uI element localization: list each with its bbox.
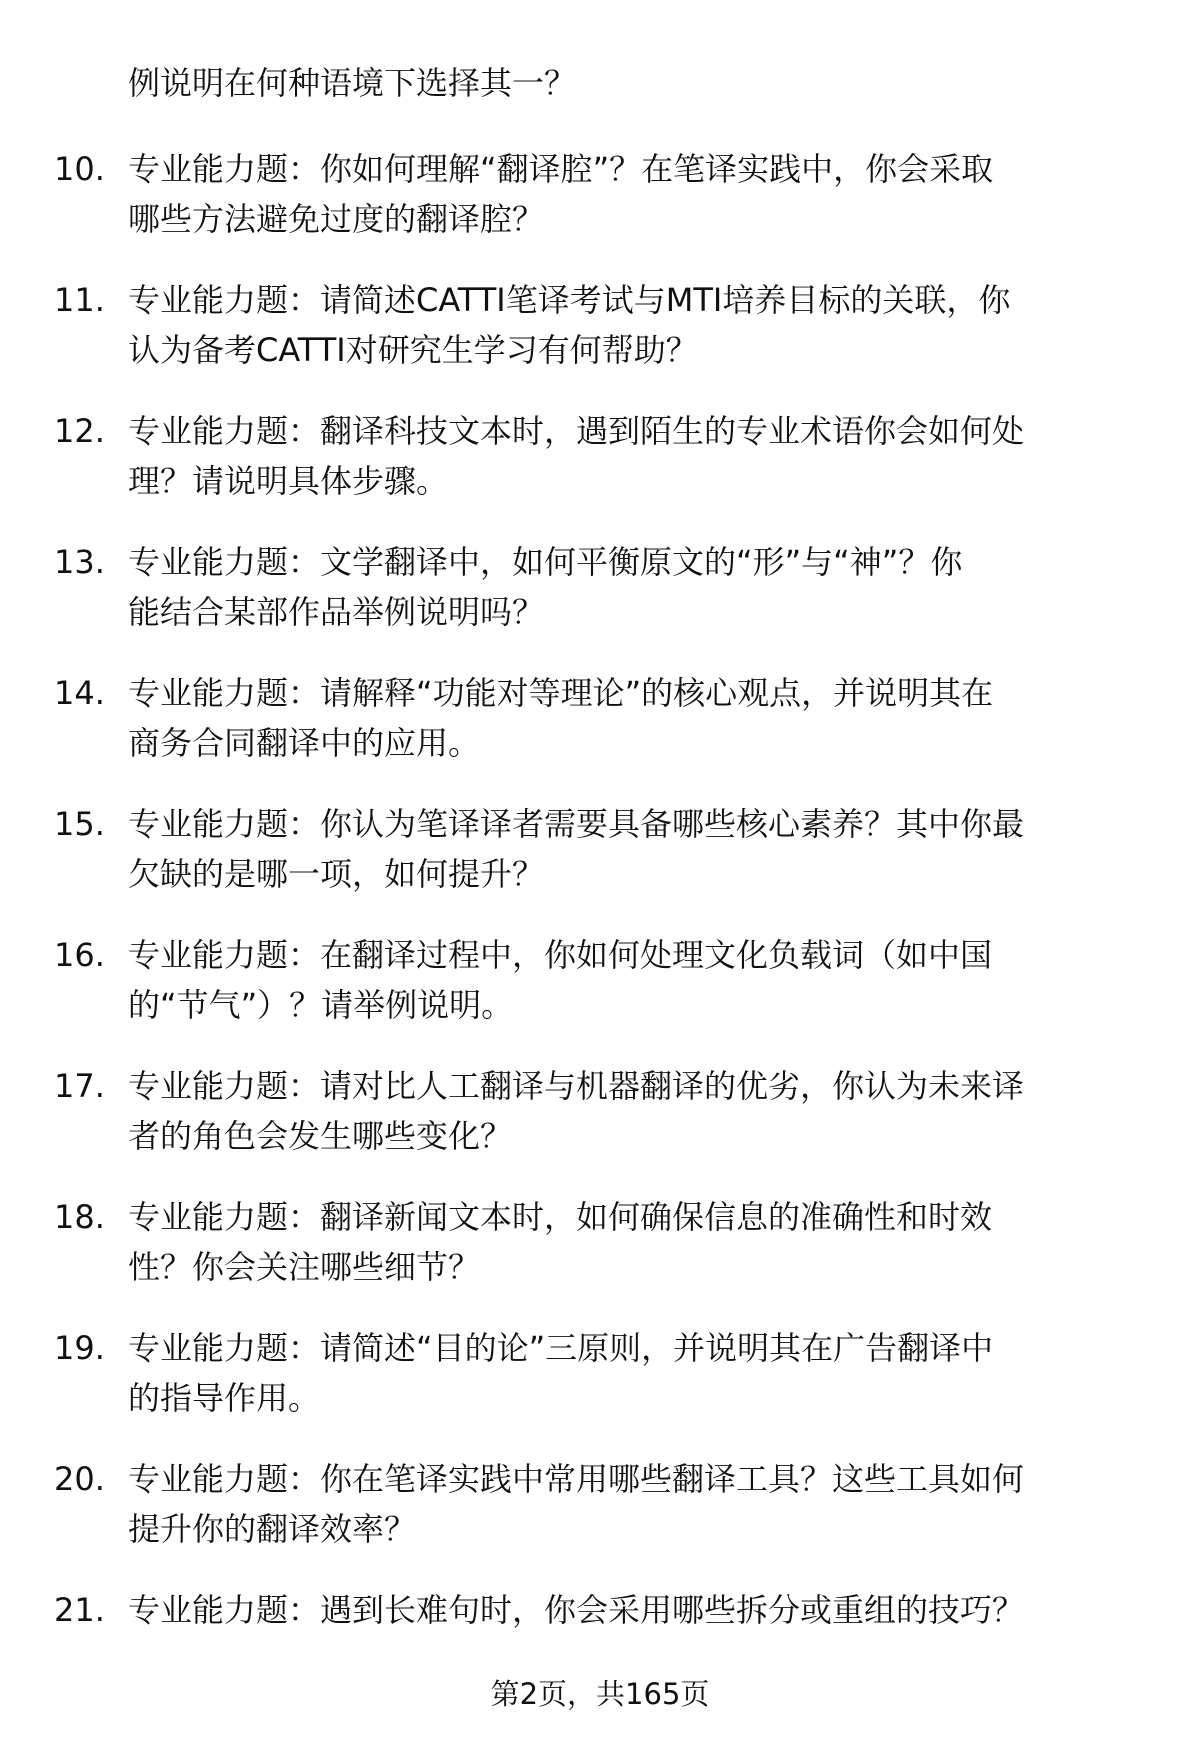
question-text-line: 专业能力题：你如何理解“翻译腔”？在笔译实践中，你会采取 [128,150,994,188]
question-number: 15. [54,805,105,843]
question-text-line: 专业能力题：遇到长难句时，你会采用哪些拆分或重组的技巧？ [128,1591,1025,1629]
question-text-line: 专业能力题：你在笔译实践中常用哪些翻译工具？这些工具如何 [128,1460,1025,1498]
question-text-line: 专业能力题：请简述“目的论”三原则，并说明其在广告翻译中 [128,1329,994,1367]
question-number: 12. [54,412,105,450]
question-item [0,275,1200,375]
question-item [0,799,1200,899]
question-text-line: 商务合同翻译中的应用。 [128,724,481,762]
question-item [0,1323,1200,1423]
document-body [0,58,1200,1666]
question-text-line: 专业能力题：翻译科技文本时，遇到陌生的专业术语你会如何处 [128,412,1025,450]
question-number: 19. [54,1329,105,1367]
question-item [0,930,1200,1030]
question-item [0,668,1200,768]
question-text-line: 认为备考CATTI对研究生学习有何帮助？ [128,331,698,369]
question-number: 14. [54,674,105,712]
question-text-line: 提升你的翻译效率？ [128,1510,417,1548]
question-item [0,1585,1200,1635]
question-number: 17. [54,1067,105,1105]
question-number: 13. [54,543,105,581]
question-text-line: 专业能力题：请解释“功能对等理论”的核心观点，并说明其在 [128,674,994,712]
question-text-line: 专业能力题：请简述CATTI笔译考试与MTI培养目标的关联，你 [128,281,1011,319]
question-text-line: 者的角色会发生哪些变化？ [128,1117,513,1155]
question-text-line: 理？请说明具体步骤。 [128,462,449,500]
question-number: 18. [54,1198,105,1236]
question-item [0,1192,1200,1292]
question-number: 16. [54,936,105,974]
question-text-line: 的“节气”）？请举例说明。 [128,986,514,1024]
question-number: 20. [54,1460,105,1498]
question-item [0,1061,1200,1161]
question-item [0,144,1200,244]
question-list [0,144,1200,1635]
continuation-line: 例说明在何种语境下选择其一？ [128,64,577,102]
question-item [0,406,1200,506]
question-text-line: 性？你会关注哪些细节？ [128,1248,481,1286]
question-number: 21. [54,1591,105,1629]
question-text-line: 哪些方法避免过度的翻译腔？ [128,200,545,238]
question-text-line: 专业能力题：请对比人工翻译与机器翻译的优劣，你认为未来译 [128,1067,1025,1105]
question-text-line: 专业能力题：你认为笔译译者需要具备哪些核心素养？其中你最 [128,805,1025,843]
question-item [0,537,1200,637]
question-number: 11. [54,281,105,319]
page-footer: 第2页，共165页 [490,1677,710,1711]
question-text-line: 能结合某部作品举例说明吗？ [128,593,545,631]
question-text-line: 专业能力题：在翻译过程中，你如何处理文化负载词（如中国 [128,936,993,974]
question-text-line: 专业能力题：翻译新闻文本时，如何确保信息的准确性和时效 [128,1198,993,1236]
question-number: 10. [54,150,105,188]
question-text-line: 欠缺的是哪一项，如何提升？ [128,855,545,893]
question-text-line: 专业能力题：文学翻译中，如何平衡原文的“形”与“神”？你 [128,543,963,581]
question-item [0,1454,1200,1554]
question-text-line: 的指导作用。 [128,1379,321,1417]
